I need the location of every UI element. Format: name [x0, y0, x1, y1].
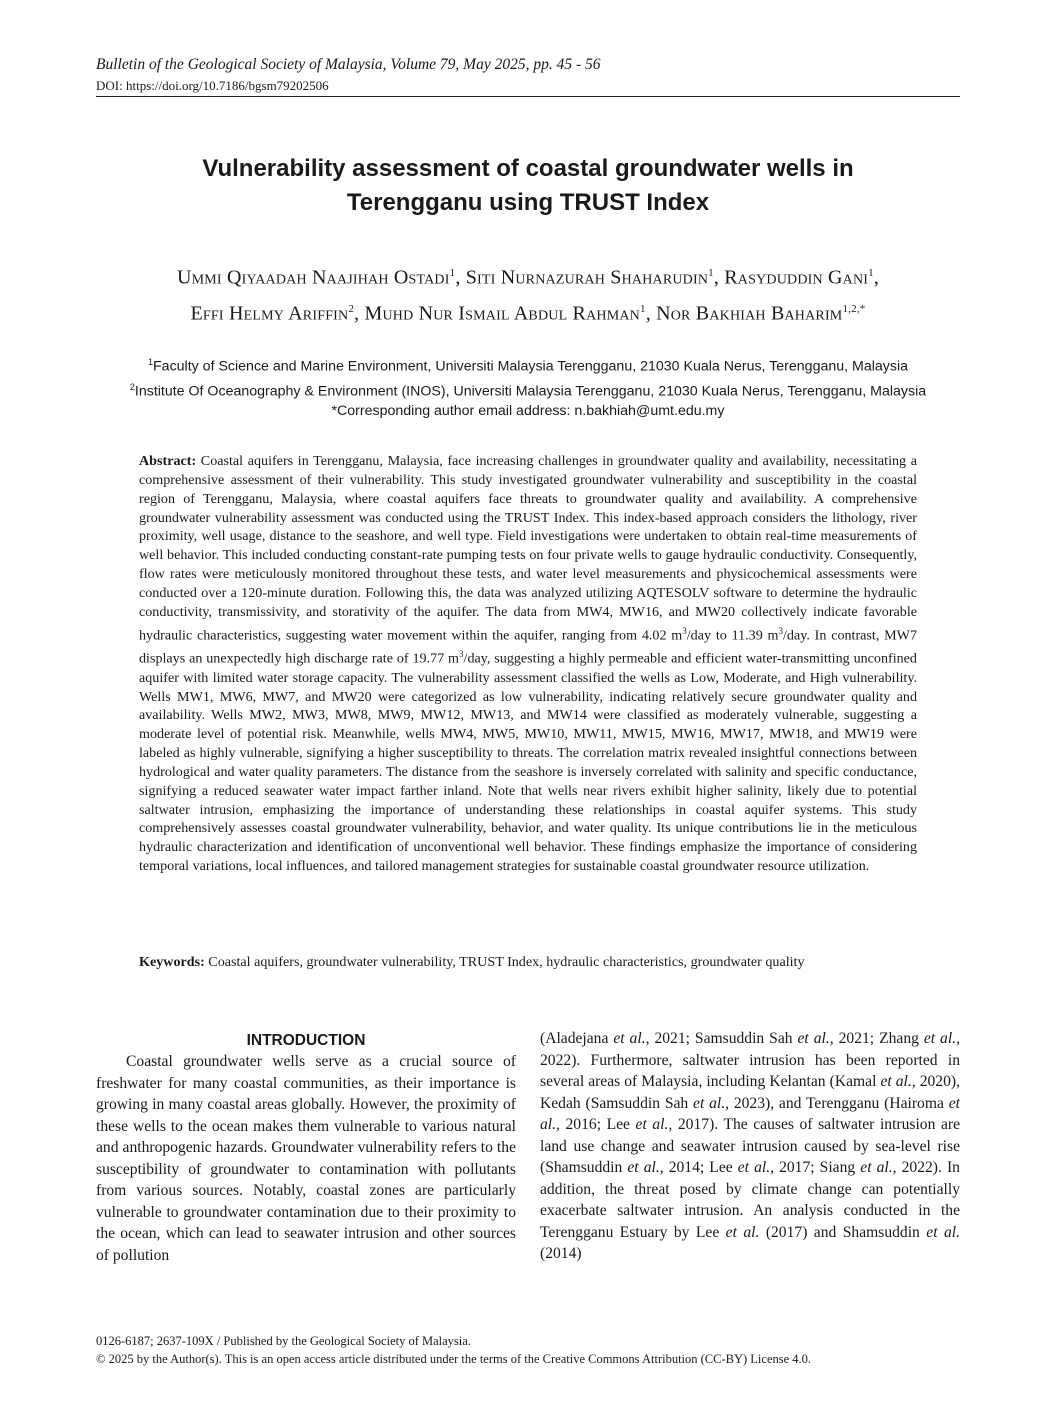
body-text-segment: (Aladejana [540, 1030, 614, 1047]
affiliation-1-text: Faculty of Science and Marine Environment, Universiti Malaysia Terengganu, 21030 Kuala Nerus, Terengganu, Malaysia [153, 358, 908, 375]
body-column-left [96, 1031, 516, 1266]
keywords-label: Keywords: [139, 954, 205, 970]
body-text-segment: 2021; Samsuddin Sah [649, 1030, 798, 1047]
title-line-2: Terengganu using TRUST Index [346, 189, 710, 216]
author-list [60, 258, 996, 329]
author-name: Ummi Qiyaadah Naajihah Ostadi [176, 266, 450, 289]
header-divider [96, 96, 960, 97]
author-separator: , [645, 302, 657, 325]
author-affiliation-mark: 2 [348, 302, 355, 315]
citation-etal: et al., [923, 1030, 960, 1047]
citation-etal: et al., [880, 1073, 916, 1090]
affiliations [70, 352, 986, 421]
section-heading-introduction: INTRODUCTION [246, 1032, 366, 1049]
citation-etal: et al. [926, 1223, 960, 1241]
citation-etal: et al., [627, 1159, 664, 1176]
abstract [139, 452, 917, 876]
footer-issn: 0126-6187; 2637-109X / Published by the Geological Society of Malaysia. [96, 1334, 471, 1348]
body-text-segment: 2017). The causes of saltwater intrusion are land use change and seawater intrusion caused by sea-level rise (Shamsuddin [540, 1116, 960, 1176]
title-line-1: Vulnerability assessment of coastal groundwater wells in [202, 155, 854, 182]
body-column-right [540, 1028, 960, 1265]
citation-etal: et al., [613, 1030, 650, 1047]
author-separator: , [354, 302, 365, 325]
citation-etal: et al., [635, 1116, 673, 1133]
author-line-1 [60, 258, 996, 294]
body-paragraph [540, 1028, 960, 1265]
body-text-segment: 2014; Lee [663, 1159, 738, 1176]
footer [96, 1332, 811, 1368]
body-text-segment: 2021; Zhang [833, 1030, 924, 1047]
citation-etal: et al., [737, 1159, 775, 1176]
body-text-segment: 2022). In addition, the threat posed by climate change can potentially exacerbate saltwater intrusion. An analysis conducted in the Terengganu Estuary by Lee [540, 1159, 960, 1241]
affiliation-2-text: Institute Of Oceanography & Environment (INOS), Universiti Malaysia Terengganu, 21030 Kuala Nerus, Terengganu, Malaysia [134, 383, 927, 400]
body-text-segment: (2014) [540, 1245, 582, 1262]
author-separator: , [713, 266, 725, 289]
body-text-segment: (2017) and Shamsuddin [759, 1223, 927, 1241]
abstract-superscript: 3 [778, 625, 784, 636]
author-separator: , [455, 266, 466, 289]
author-affiliation-mark: 1 [868, 267, 874, 279]
citation-etal: et al., [860, 1159, 897, 1176]
author-name: Rasyduddin Gani [724, 266, 869, 289]
author-separator: , [873, 266, 880, 289]
abstract-superscript: 3 [682, 625, 687, 636]
affiliation-2 [70, 377, 986, 402]
paper-title [96, 152, 960, 220]
abstract-text: /day. In contrast, MW7 displays an unexpectedly high discharge rate of 19.77 m [139, 627, 918, 667]
author-line-2 [60, 294, 996, 330]
body-text-segment: 2017; Siang [774, 1159, 861, 1176]
body-text-segment: 2023), and Terengganu (Hairoma [729, 1094, 949, 1112]
abstract-label: Abstract: [139, 453, 197, 469]
author-name: Siti Nurnazurah Shaharudin [465, 266, 709, 289]
keywords [139, 953, 917, 971]
affiliation-1 [70, 352, 986, 377]
citation-etal: et al., [797, 1030, 834, 1047]
doi-line: DOI: https://doi.org/10.7186/bgsm79202506 [96, 78, 329, 93]
abstract-superscript: 3 [459, 649, 464, 660]
body-paragraph: Coastal groundwater wells serve as a crucial source of freshwater for many coastal communities, as their importance is growing in many coastal areas globally. However, the proximity of these wells to the ocean makes them vulnerable to various natural and anthropogenic hazards. Groundwater vulnerability refers to the susceptibility of groundwater to contamination with pollutants from various sources. Notably, coastal zones are particularly vulnerable to groundwater contamination due to their proximity to the ocean, which can lead to seawater intrusion and other sources of pollution [96, 1053, 516, 1264]
author-affiliation-mark: 1 [449, 267, 456, 279]
author-name: Effi Helmy Ariffin [190, 302, 349, 325]
author-name: Muhd Nur Ismail Abdul Rahman [364, 302, 640, 325]
abstract-text: /day, suggesting a highly permeable and efficient water-transmitting unconfined aquifer with limited water storage capacity. The vulnerability assessment classified the wells as Low, Moderate, and High vulnerability. Wells MW1, MW6, MW7, and MW20 were categorized as low vulnerability, indicating relatively secure groundwater quality and availability. Wells MW2, MW3, MW8, MW9, MW12, MW13, and MW14 were classified as moderately vulnerable, suggesting a moderate level of potential risk. Meanwhile, wells MW4, MW5, MW10, MW11, MW15, MW16, MW17, MW18, and MW19 were labeled as highly vulnerable, signifying a higher susceptibility to threats. The correlation matrix revealed insightful connections between hydrological and water quality parameters. The distance from the seashore is inversely correlated with salinity and specific conductance, signifying a reduced seawater water impact farther inland. Note that wells near rivers exhibit higher salinity, likely due to potential saltwater intrusion, emphasizing the importance of understanding these relationships in coastal aquifer systems. This study comprehensively assesses coastal groundwater vulnerability, behavior, and water quality. Its unique contributions lie in the meticulous hydraulic characterization and identification of unconventional well behavior. These findings emphasize the importance of considering temporal variations, local influences, and tailored management strategies for sustainable coastal groundwater resource utilization. [139, 650, 917, 875]
author-affiliation-mark: 1,2,* [842, 302, 866, 315]
body-text-segment: 2022). Furthermore, saltwater intrusion has been reported in several areas of Malaysia, including Kelantan (Kamal [540, 1051, 960, 1090]
citation-etal: et al., [693, 1094, 730, 1112]
citation-etal: et al. [725, 1223, 760, 1241]
author-affiliation-mark: 1 [639, 302, 646, 315]
body-text-segment: 2016; Lee [559, 1116, 636, 1133]
affiliation-1-mark: 1 [148, 357, 154, 367]
keywords-text: Coastal aquifers, groundwater vulnerability, TRUST Index, hydraulic characteristics, groundwater quality [204, 954, 805, 970]
corresponding-author: *Corresponding author email address: n.bakhiah@umt.edu.my [331, 403, 725, 420]
body-text-segment: 2020), Kedah (Samsuddin Sah [540, 1073, 960, 1112]
author-name: Nor Bakhiah Baharim [656, 302, 843, 325]
citation-etal: et al., [540, 1094, 960, 1133]
affiliation-2-mark: 2 [129, 381, 135, 392]
author-affiliation-mark: 1 [708, 267, 714, 279]
journal-citation: Bulletin of the Geological Society of Malaysia, Volume 79, May 2025, pp. 45 - 56 [96, 56, 601, 73]
footer-license: © 2025 by the Author(s). This is an open access article distributed under the terms of the Creative Commons Attribution (CC-BY) License 4.0. [96, 1352, 812, 1366]
abstract-text: Coastal aquifers in Terengganu, Malaysia, face increasing challenges in groundwater quality and availability, necessitating a comprehensive assessment of their vulnerability. This study investigated groundwater vulnerability and susceptibility in the coastal region of Terengganu, Malaysia, where coastal aquifers face threats to groundwater quality and availability. A comprehensive groundwater vulnerability assessment was conducted using the TRUST Index. This index-based approach considers the lithology, river proximity, well usage, distance to the seashore, and well type. Field investigations were undertaken to obtain real-time measurements of well behavior. This included conducting constant-rate pumping tests on four private wells to gauge hydraulic conductivity. Consequently, flow rates were meticulously monitored throughout these tests, and water level measurements and physicochemical assessments were conducted over a 120-minute duration. Following this, the data was analyzed utilizing AQTESOLV software to determine the hydraulic conductivity, transmissivity, and storativity of the aquifer. The data from MW4, MW16, and MW20 collectively indicate favorable hydraulic characteristics, suggesting water movement within the aquifer, ranging from 4.02 m [139, 453, 917, 644]
abstract-text: /day to 11.39 m [686, 627, 779, 644]
